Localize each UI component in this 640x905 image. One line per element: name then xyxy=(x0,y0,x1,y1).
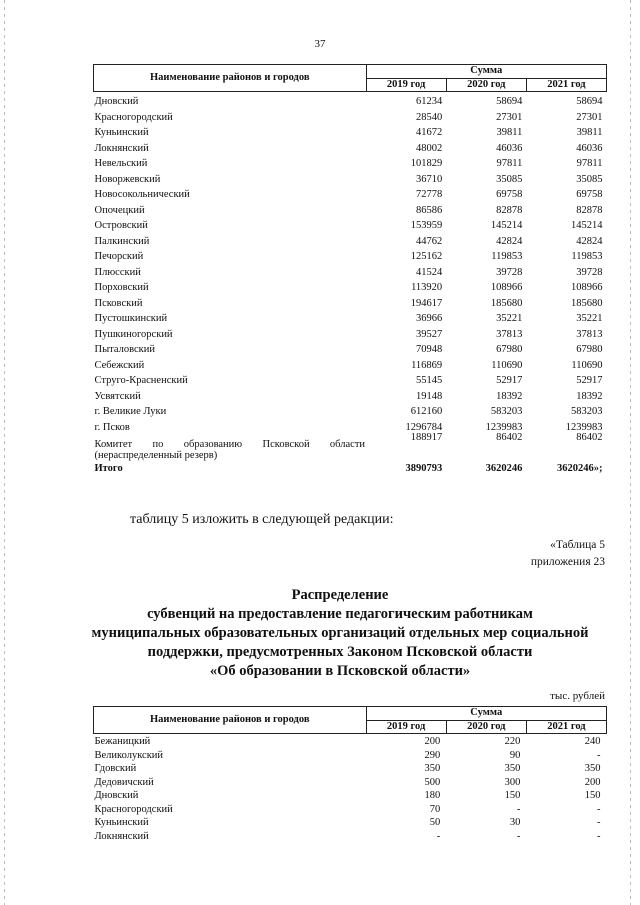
district-name: Палкинский xyxy=(94,235,150,247)
value-2020: 42824 xyxy=(496,235,523,247)
district-name: Новоржевский xyxy=(94,173,161,185)
district-name: Усвятский xyxy=(94,390,141,402)
table-row xyxy=(94,201,607,217)
value-2021: 108966 xyxy=(571,282,603,293)
table-row xyxy=(94,247,607,263)
table-row xyxy=(94,356,607,372)
value-2021: - xyxy=(597,749,601,761)
district-name: Куньинский xyxy=(94,817,149,828)
value-2019: 125162 xyxy=(410,251,443,262)
value-2021: 97811 xyxy=(576,158,603,169)
value-2020: 110690 xyxy=(491,359,523,371)
table-row xyxy=(94,154,607,170)
value-2020: 86402 xyxy=(496,432,523,443)
value-2021: 35221 xyxy=(576,313,603,324)
value-2019: 188917 xyxy=(410,432,443,443)
value-2021: - xyxy=(597,803,601,815)
value-2020: 67980 xyxy=(496,344,523,355)
value-2021: 150 xyxy=(584,790,601,801)
value-2019: 101829 xyxy=(410,158,443,169)
value-2021: 119853 xyxy=(571,251,603,262)
table-row xyxy=(94,325,607,341)
district-name: Куньинский xyxy=(94,127,149,138)
value-2021: 37813 xyxy=(576,328,603,340)
table-row xyxy=(94,340,607,356)
title-line: «Об образовании в Псковской области» xyxy=(209,663,471,679)
header-name: Наименование районов и городов xyxy=(94,707,367,734)
value-2021: 42824 xyxy=(576,235,603,247)
table-row xyxy=(94,761,607,775)
value-2019: 48002 xyxy=(415,142,443,154)
table-row xyxy=(94,185,607,201)
value-2019: 290 xyxy=(424,749,441,761)
committee-row xyxy=(94,433,607,461)
value-2021: - xyxy=(597,817,601,828)
header-2019: 2019 год xyxy=(366,721,446,734)
subsidy-table-2 xyxy=(93,706,607,842)
committee-name xyxy=(94,433,367,461)
value-2019: 116869 xyxy=(411,359,443,371)
value-2020: 69758 xyxy=(496,189,523,200)
value-2019: 612160 xyxy=(410,406,443,417)
value-2019: 86586 xyxy=(415,204,443,216)
value-2020: 82878 xyxy=(496,204,523,216)
value-2019: 36966 xyxy=(415,313,443,324)
value-2021: 583203 xyxy=(571,406,603,417)
value-2020: 119853 xyxy=(491,251,523,262)
value-2021: 58694 xyxy=(576,96,603,107)
value-2019: 113920 xyxy=(411,282,443,293)
table-reference-line1: «Таблица 5 xyxy=(550,539,605,551)
value-2021: 185680 xyxy=(571,297,603,309)
value-2021: 27301 xyxy=(576,111,603,123)
district-name: Дновский xyxy=(94,96,139,107)
table-row xyxy=(94,232,607,248)
value-2019: 200 xyxy=(424,736,441,747)
value-2021: 240 xyxy=(584,736,601,747)
value-2021: 35085 xyxy=(576,173,603,185)
value-2019: 61234 xyxy=(415,96,443,107)
header-sum: Сумма xyxy=(366,65,606,79)
total-label: Итого xyxy=(94,462,123,474)
value-2021: 110690 xyxy=(571,359,603,371)
total-2021: 3620246»; xyxy=(557,462,603,474)
section-title xyxy=(60,586,620,681)
value-2020: 39728 xyxy=(496,266,523,278)
district-name: Порховский xyxy=(94,282,149,293)
value-2021: 350 xyxy=(584,763,601,774)
header-2021: 2021 год xyxy=(526,79,606,92)
table-row xyxy=(94,278,607,294)
value-2021: 69758 xyxy=(576,189,603,200)
value-2020: 35221 xyxy=(496,313,523,324)
table-row xyxy=(94,92,607,108)
value-2021: 46036 xyxy=(576,142,603,154)
title-line: муниципальных образовательных организаций отдельных мер социальной xyxy=(91,625,589,641)
value-2020: 145214 xyxy=(490,220,523,231)
table-row xyxy=(94,294,607,310)
value-2020: 35085 xyxy=(496,173,523,185)
value-2020: 39811 xyxy=(496,127,523,138)
value-2021: 67980 xyxy=(576,344,603,355)
value-2021: 18392 xyxy=(576,390,603,402)
value-2019: 70 xyxy=(429,803,441,815)
district-name: Бежаницкий xyxy=(94,736,151,747)
table-row xyxy=(94,139,607,155)
district-name: Локнянский xyxy=(94,830,149,842)
header-2020: 2020 год xyxy=(446,79,526,92)
value-2021: 1239983 xyxy=(565,421,603,433)
table-row xyxy=(94,371,607,387)
value-2021: 86402 xyxy=(576,432,603,443)
district-name: Дедовичский xyxy=(94,776,154,788)
table-reference-line2: приложения 23 xyxy=(530,556,605,568)
district-name: Невельский xyxy=(94,158,148,169)
value-2020: 58694 xyxy=(496,96,523,107)
value-2019: 180 xyxy=(424,790,441,801)
table-row xyxy=(94,170,607,186)
value-2021: 52917 xyxy=(576,375,603,386)
value-2020: 108966 xyxy=(490,282,523,293)
value-2020: - xyxy=(516,803,521,815)
value-2020: 30 xyxy=(509,817,521,828)
table-row xyxy=(94,829,607,843)
title-line: поддержки, предусмотренных Законом Псковской области xyxy=(147,644,533,660)
header-name: Наименование районов и городов xyxy=(94,65,367,92)
header-sum: Сумма xyxy=(366,707,606,721)
intro-text: таблицу 5 изложить в следующей редакции: xyxy=(130,512,394,527)
district-name: Локнянский xyxy=(94,142,149,154)
value-2019: 55145 xyxy=(415,375,443,386)
value-2020: 46036 xyxy=(496,142,523,154)
table-row xyxy=(94,788,607,802)
total-2019: 3890793 xyxy=(405,462,443,474)
value-2020: 350 xyxy=(504,763,521,774)
table-row xyxy=(94,263,607,279)
value-2021: 39811 xyxy=(576,127,603,138)
value-2020: 52917 xyxy=(496,375,523,386)
total-row xyxy=(94,461,607,474)
table-row xyxy=(94,815,607,829)
value-2020: 220 xyxy=(504,736,521,747)
district-name: Красногородский xyxy=(94,803,173,815)
value-2020: 300 xyxy=(504,776,521,788)
table-row xyxy=(94,748,607,762)
district-name: Пыталовский xyxy=(94,344,155,355)
right-margin-line xyxy=(630,0,631,905)
subsidy-table-1 xyxy=(93,64,607,474)
district-name: Новосокольнический xyxy=(94,189,190,200)
value-2021: 145214 xyxy=(571,220,603,231)
units-label: тыс. рублей xyxy=(550,690,605,702)
table-row xyxy=(94,418,607,434)
table-row xyxy=(94,775,607,789)
value-2019: 44762 xyxy=(415,235,443,247)
district-name: Печорский xyxy=(94,251,144,262)
value-2020: 90 xyxy=(509,749,521,761)
value-2019: 194617 xyxy=(410,297,443,309)
district-name: Струго-Красненский xyxy=(94,375,188,386)
district-name: Опочецкий xyxy=(94,204,145,216)
table-row xyxy=(94,216,607,232)
table-row xyxy=(94,734,607,748)
value-2021: 39728 xyxy=(576,266,603,278)
committee-name-line1: Комитет по образованию Псковской области xyxy=(94,439,366,450)
value-2020: 37813 xyxy=(496,328,523,340)
value-2020: 150 xyxy=(504,790,521,801)
district-name: Пушкиногорский xyxy=(94,328,173,340)
value-2020: 18392 xyxy=(496,390,523,402)
committee-name-line2: (нераспределенный резерв) xyxy=(94,449,218,461)
value-2020: 185680 xyxy=(490,297,523,309)
value-2020: 97811 xyxy=(496,158,523,169)
value-2019: 500 xyxy=(424,776,441,788)
value-2021: - xyxy=(597,830,601,842)
district-name: г. Великие Луки xyxy=(94,406,167,417)
value-2019: 39527 xyxy=(415,328,443,340)
district-name: Великолукский xyxy=(94,749,164,761)
district-name: Дновский xyxy=(94,790,139,801)
district-name: Пустошкинский xyxy=(94,313,168,324)
district-name: Гдовский xyxy=(94,763,137,774)
left-margin-line xyxy=(4,0,5,905)
district-name: Плюсский xyxy=(94,266,141,278)
value-2019: 1296784 xyxy=(405,421,443,433)
header-2020: 2020 год xyxy=(446,721,526,734)
value-2019: 36710 xyxy=(415,173,443,185)
district-name: г. Псков xyxy=(94,421,130,433)
total-2020: 3620246 xyxy=(485,462,523,474)
district-name: Себежский xyxy=(94,359,145,371)
title-line: субвенций на предоставление педагогическим работникам xyxy=(147,606,533,622)
value-2019: 350 xyxy=(424,763,441,774)
district-name: Островский xyxy=(94,220,148,231)
value-2020: - xyxy=(516,830,521,842)
value-2019: 19148 xyxy=(415,390,443,402)
value-2019: - xyxy=(436,830,441,842)
table-row xyxy=(94,108,607,124)
value-2021: 82878 xyxy=(576,204,603,216)
table-row xyxy=(94,309,607,325)
value-2019: 50 xyxy=(429,817,441,828)
value-2019: 72778 xyxy=(415,189,443,200)
header-2019: 2019 год xyxy=(366,79,446,92)
value-2019: 41672 xyxy=(415,127,443,138)
table-row xyxy=(94,123,607,139)
district-name: Красногородский xyxy=(94,111,173,123)
title-line: Распределение xyxy=(291,587,389,603)
value-2020: 27301 xyxy=(496,111,523,123)
table-reference xyxy=(531,537,605,571)
value-2020: 1239983 xyxy=(485,421,523,433)
table-row xyxy=(94,402,607,418)
value-2020: 583203 xyxy=(490,406,523,417)
header-2021: 2021 год xyxy=(526,721,606,734)
value-2019: 41524 xyxy=(415,266,443,278)
district-name: Псковский xyxy=(94,297,143,309)
page-number: 37 xyxy=(314,38,326,50)
value-2021: 200 xyxy=(584,776,601,788)
table-row xyxy=(94,802,607,816)
value-2019: 28540 xyxy=(415,111,443,123)
value-2019: 70948 xyxy=(415,344,443,355)
value-2019: 153959 xyxy=(410,220,443,231)
table-row xyxy=(94,387,607,403)
